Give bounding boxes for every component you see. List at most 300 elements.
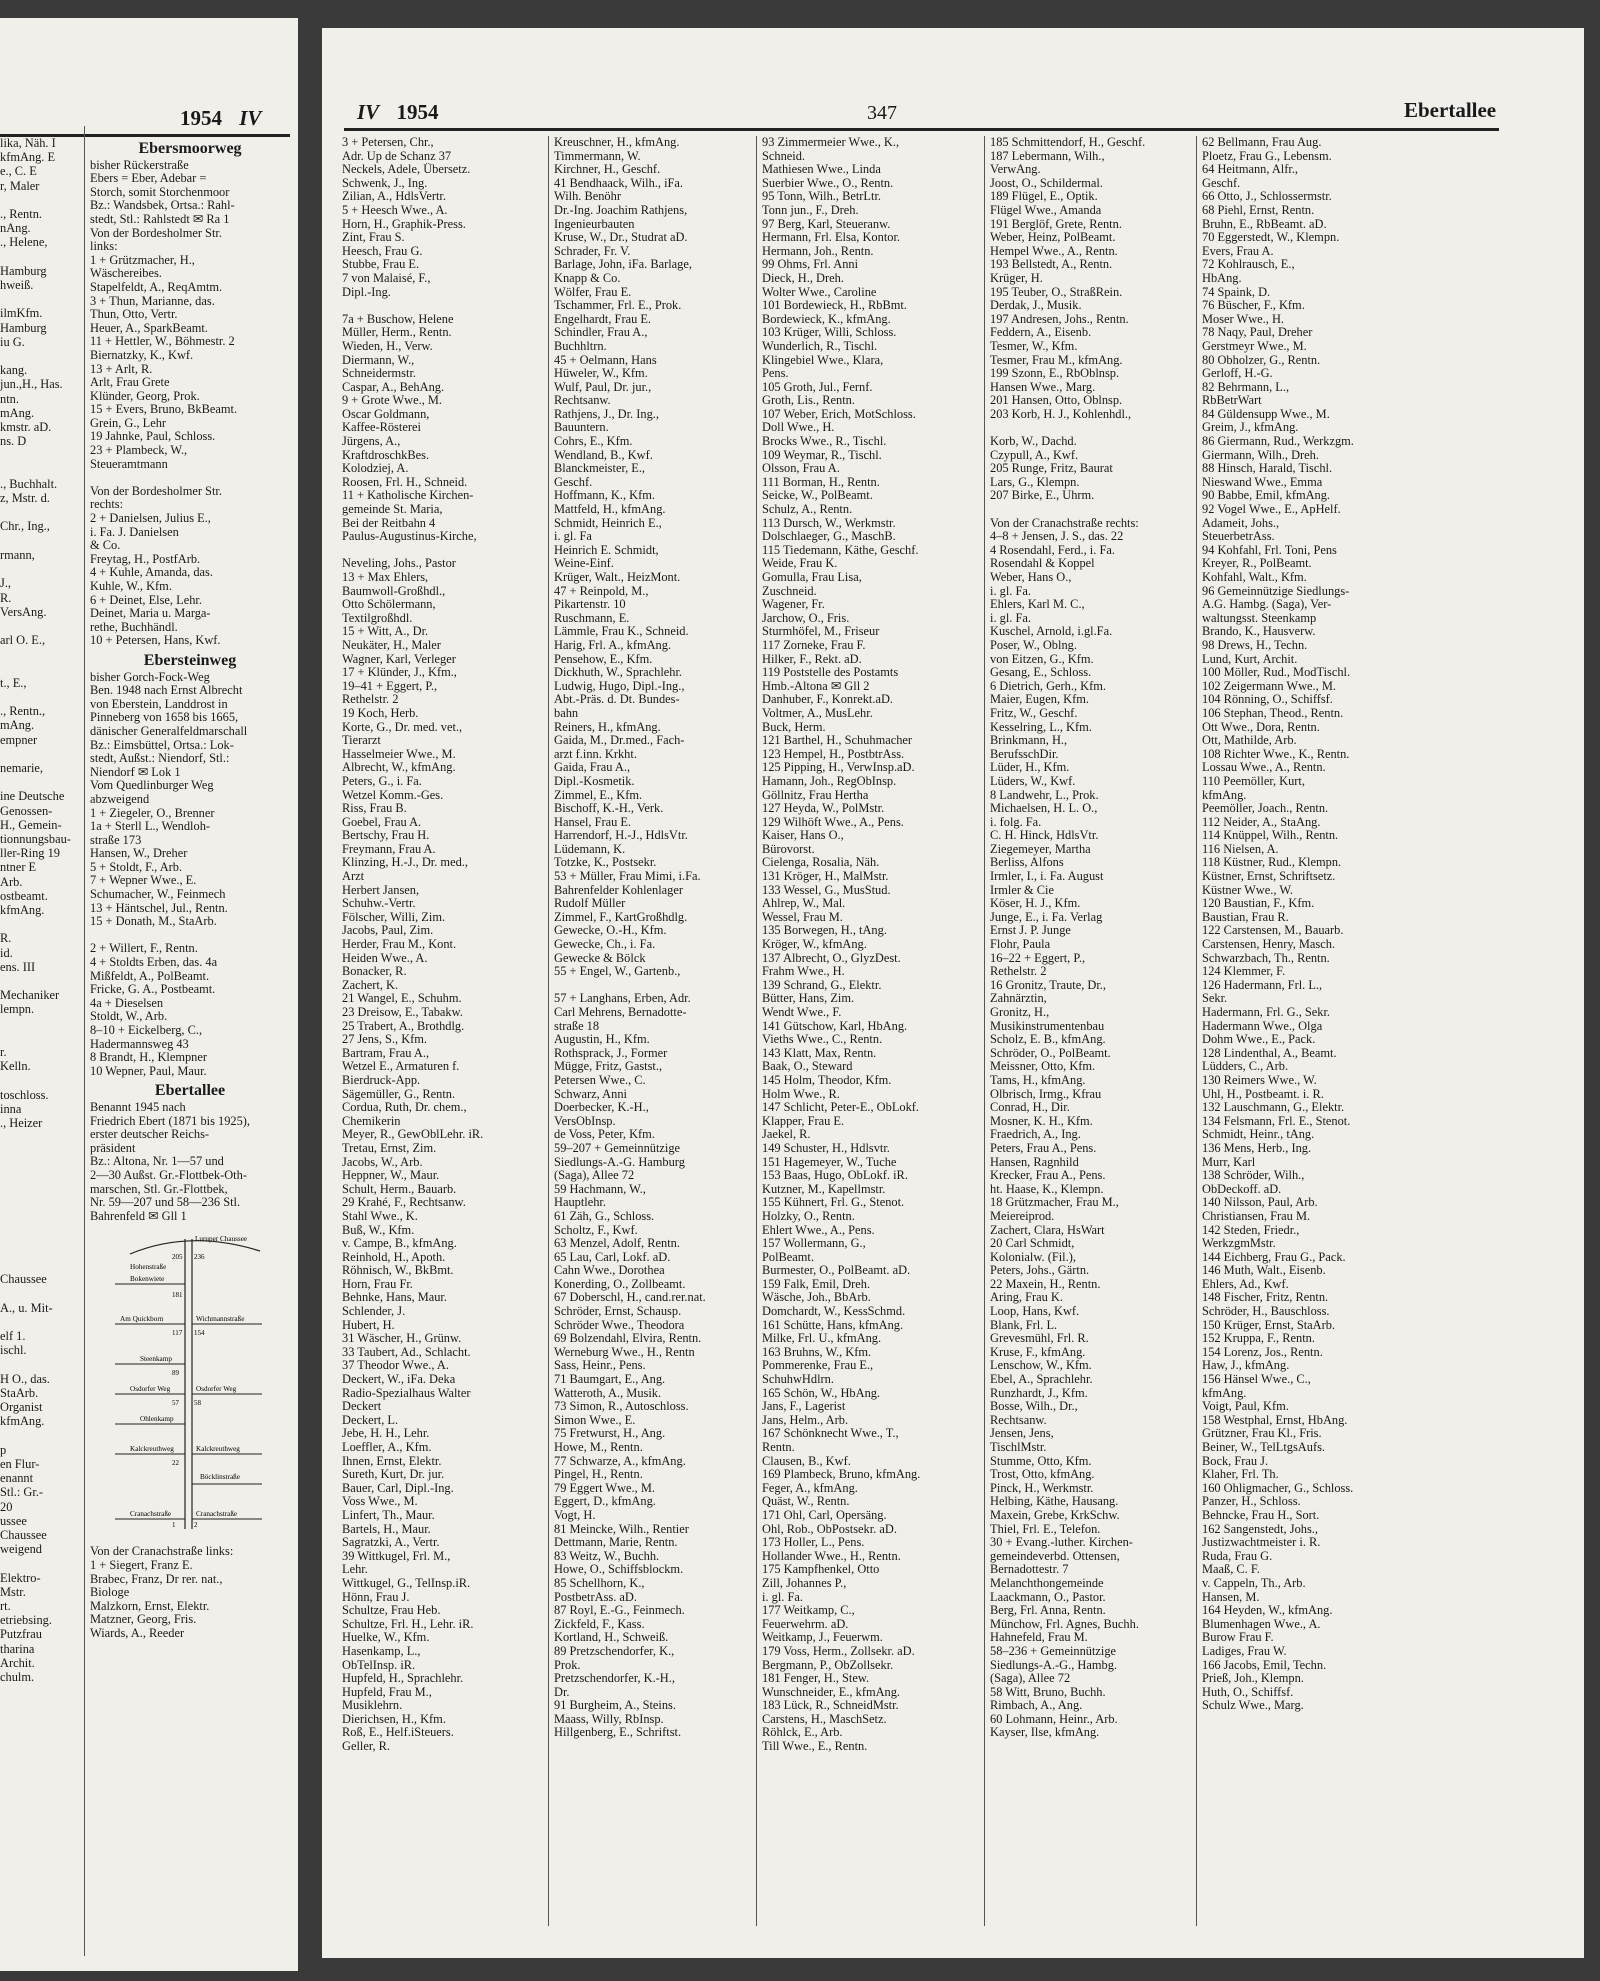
directory-entry: Roosen, Frl. H., Schneid. [342, 475, 468, 489]
directory-entry: 47 + Reinpold, M., [554, 584, 649, 598]
directory-entry: 147 Schlicht, Peter-E., ObLokf. [762, 1101, 920, 1115]
directory-entry: 31 Wäscher, H., Grünw. [342, 1332, 462, 1346]
directory-entry: 19–41 + Eggert, P., [342, 679, 438, 693]
directory-entry: Chaussee [0, 1272, 47, 1287]
directory-entry: Schröder, O., PolBeamt. [990, 1046, 1111, 1060]
directory-entry [0, 349, 80, 363]
directory-entry: Weitkamp, J., Feuerwm. [762, 1631, 883, 1645]
directory-entry: Stubbe, Frau E. [342, 258, 420, 272]
directory-entry: Klaher, Frl. Th. [1202, 1468, 1279, 1482]
directory-entry: 177 Weitkamp, C., [762, 1604, 855, 1618]
directory-entry: Jarchow, O., Fris. [762, 611, 850, 625]
directory-entry: ostbeamt. [0, 888, 48, 903]
directory-entry: 191 Berglöf, Grete, Rentn. [990, 217, 1122, 231]
street-heading: Ebersmoorweg [138, 140, 242, 157]
directory-entry: Wagner, Karl, Verleger [342, 652, 456, 666]
directory-entry: 64 Heitmann, Alfr., [1202, 163, 1299, 177]
directory-entry: Bartels, H., Maur. [342, 1522, 431, 1536]
directory-entry: Rethelstr. 2 [990, 965, 1047, 979]
directory-entry: Tretau, Ernst, Zim. [342, 1141, 437, 1155]
directory-entry: Hönn, Frau J. [342, 1590, 410, 1604]
directory-entry: Schuhw.-Vertr. [342, 897, 416, 911]
directory-entry: Hamann, Joh., RegObInsp. [762, 774, 897, 788]
directory-entry: kfmAng. [0, 1414, 45, 1429]
directory-entry: en Flur- [0, 1456, 40, 1471]
directory-entry: 86 Giermann, Rud., Werkzgm. [1202, 435, 1354, 449]
directory-entry: 4a + Dieselsen [90, 996, 164, 1010]
directory-entry: 16 Gronitz, Traute, Dr., [990, 978, 1106, 992]
directory-entry: Musikinstrumentenbau [990, 1019, 1105, 1033]
directory-entry: 125 Pipping, H., VerwInsp.aD. [762, 761, 915, 775]
directory-entry: Reiners, H., kfmAng. [554, 720, 661, 734]
directory-entry: Chr., Ing., [0, 519, 50, 534]
directory-entry: Friedrich Ebert (1871 bis 1925), [90, 1114, 251, 1128]
right-header-roman: IV [357, 100, 380, 124]
directory-entry: Wolter Wwe., Caroline [762, 285, 877, 299]
directory-entry: Textilgroßhdl. [342, 611, 413, 625]
directory-entry: Wagener, Fr. [762, 598, 825, 612]
left-header [180, 106, 261, 131]
directory-entry: 167 Schönknecht Wwe., T., [762, 1427, 899, 1441]
street-label: Wichmannstraße [196, 1315, 245, 1324]
directory-entry: ussee [0, 1513, 27, 1528]
directory-entry: Fritz, W., Geschf. [990, 706, 1078, 720]
directory-entry: Lämmle, Frau K., Schneid. [554, 625, 689, 639]
directory-entry: ller-Ring 19 [0, 846, 60, 861]
directory-entry: 87 Royl, E.-G., Feinmech. [554, 1604, 685, 1618]
directory-entry: 97 Berg, Karl, Steueranw. [762, 217, 891, 231]
directory-entry: 138 Schröder, Wilh., [1202, 1169, 1305, 1183]
directory-entry: Kortland, H., Schweiß. [554, 1631, 669, 1645]
directory-entry: etriebsing. [0, 1613, 52, 1628]
directory-entry: Nieswand Wwe., Emma [1202, 475, 1323, 489]
directory-entry [0, 250, 80, 264]
directory-entry: 146 Muth, Walt., Eisenb. [1202, 1264, 1326, 1278]
directory-entry: Pensehow, E., Kfm. [554, 652, 653, 666]
directory-entry: Schulz Wwe., Marg. [1202, 1699, 1304, 1713]
directory-entry: Sekr. [1202, 992, 1228, 1006]
directory-entry: 13 + Max Ehlers, [342, 571, 429, 584]
directory-entry: Bartram, Frau A., [342, 1046, 430, 1060]
directory-entry: Jaekel, R. [762, 1128, 811, 1142]
house-number: 1 [172, 1521, 176, 1530]
directory-entry: BerufsschDir. [990, 747, 1059, 761]
directory-entry: Küstner, Ernst, Schriftsetz. [1202, 870, 1336, 884]
directory-entry: rmann, [0, 547, 35, 562]
directory-entry: Storch, somit Storchenmoor [90, 185, 230, 199]
directory-entry: Clausen, B., Kwf. [762, 1454, 851, 1468]
directory-entry: Simon Wwe., E. [554, 1413, 636, 1427]
directory-entry: Wunschneider, E., kfmAng. [762, 1685, 901, 1699]
directory-entry: Hadermann, Frl. G., Sekr. [1202, 1006, 1331, 1019]
directory-entry: Poser, W., Oblng. [990, 638, 1077, 652]
directory-entry: 58–236 + Gemeinnützige [990, 1644, 1117, 1658]
directory-entry: Gronitz, H., [990, 1006, 1050, 1019]
directory-entry: weigend [0, 1542, 42, 1557]
directory-entry: 82 Behrmann, L., [1202, 380, 1290, 394]
directory-entry: 10 + Petersen, Hans, Kwf. [90, 634, 221, 648]
directory-entry: 153 Baas, Hugo, ObLokf. iR. [762, 1169, 908, 1183]
directory-entry: Ohl, Rob., ObPostsekr. aD. [762, 1522, 897, 1536]
directory-entry: 15 + Evers, Bruno, BkBeamt. [90, 403, 238, 417]
directory-entry: Gewecke & Bölck [554, 951, 646, 965]
directory-entry: 201 Hansen, Otto, Oblnsp. [990, 394, 1123, 408]
directory-entry: Till Wwe., E., Rentn. [762, 1740, 868, 1754]
directory-entry: Gomulla, Frau Lisa, [762, 571, 862, 584]
directory-entry: Tierarzt [342, 734, 381, 748]
directory-entry: Gaida, Frau A., [554, 761, 631, 775]
directory-entry: tionnungsbau- [0, 831, 71, 846]
directory-entry: Groth, Lis., Rentn. [762, 394, 855, 408]
directory-entry: Milke, Frl. U., kfmAng. [762, 1332, 882, 1346]
directory-entry: ., Helene, [0, 235, 48, 250]
directory-entry [0, 1556, 80, 1570]
column-divider [84, 126, 85, 1956]
directory-entry: 133 Wessel, G., MusStud. [762, 883, 891, 897]
directory-entry: Feddern, A., Eisenb. [990, 326, 1092, 340]
directory-entry: kfmAng. [1202, 1386, 1247, 1400]
directory-entry: Schwenk, J., Ing. [342, 176, 428, 190]
directory-entry: Watteroth, A., Musik. [554, 1386, 662, 1400]
directory-entry: Oscar Goldmann, [342, 407, 430, 421]
directory-entry: ., Buchhalt. [0, 476, 58, 491]
directory-entry: Putzfrau [0, 1627, 42, 1642]
directory-entry: VerwAng. [990, 163, 1041, 177]
directory-entry [990, 421, 1195, 435]
directory-entry: R. [0, 590, 12, 605]
directory-entry: Horn, H., Graphik-Press. [342, 217, 466, 231]
directory-entry: Gerstmeyr Wwe., M. [1202, 339, 1307, 353]
directory-entry: r. [0, 1045, 7, 1059]
directory-entry: 104 Rönning, O., Schiffsf. [1202, 693, 1333, 707]
directory-entry: Tams, H., kfmAng. [990, 1073, 1086, 1087]
directory-entry: Ehlers, Ad., Kwf. [1202, 1277, 1289, 1291]
street-label: Ohlenkamp [140, 1415, 174, 1424]
directory-entry: e., C. E [0, 164, 37, 179]
directory-entry: Melanchthongemeinde [990, 1576, 1104, 1590]
directory-entry: Doerbecker, K.-H., [554, 1101, 649, 1115]
directory-entry: 124 Klemmer, F. [1202, 965, 1286, 979]
directory-entry: Schrader, Fr. V. [554, 244, 631, 258]
directory-entry: Kuschel, Arnold, i.gl.Fa. [990, 625, 1113, 639]
directory-entry: Weber, Heinz, PolBeamt. [990, 231, 1116, 245]
directory-entry: Bernadottestr. 7 [990, 1563, 1069, 1577]
directory-entry: Maxein, Grebe, KrkSchw. [990, 1508, 1120, 1522]
directory-entry: 93 Zimmermeier Wwe., K., [762, 136, 900, 149]
directory-entry: Vom Quedlinburger Weg [90, 779, 214, 793]
directory-entry: Harig, Frl. A., kfmAng. [554, 638, 672, 652]
directory-entry: 122 Carstensen, M., Bauarb. [1202, 924, 1344, 938]
directory-entry [0, 1286, 80, 1300]
directory-entry: bahn [554, 706, 579, 720]
directory-entry: 169 Plambeck, Bruno, kfmAng. [762, 1468, 921, 1482]
directory-entry: 67 Doberschl, H., cand.rer.nat. [554, 1291, 706, 1305]
directory-entry: 131 Kröger, H., MalMstr. [762, 870, 889, 884]
directory-entry: bisher Gorch-Fock-Weg [90, 670, 210, 684]
directory-entry: 111 Borman, H., Rentn. [762, 475, 880, 489]
directory-entry: Murr, Karl [1202, 1155, 1256, 1169]
directory-entry: 65 Lau, Carl, Lokf. aD. [554, 1250, 671, 1264]
directory-entry: 95 Tonn, Wilh., BetrLtr. [762, 190, 881, 204]
directory-entry: Uhl, H., Postbeamt. i. R. [1202, 1087, 1324, 1101]
directory-entry: 129 Wilhöft Wwe., A., Pens. [762, 815, 904, 829]
directory-entry: Krecker, Frau A., Pens. [990, 1169, 1106, 1183]
directory-entry: ., Heizer [0, 1116, 43, 1131]
directory-entry: Dolschlaeger, G., MaschB. [762, 530, 896, 544]
directory-entry: Siedlungs-A.-G. Hamburg [554, 1155, 685, 1169]
directory-entry: Von der Bordesholmer Str. [90, 484, 222, 498]
directory-entry: Huth, O., Schiffsf. [1202, 1685, 1294, 1699]
directory-entry: 16–22 + Eggert, P., [990, 951, 1086, 965]
directory-entry: 5 + Stoldt, F., Arb. [90, 860, 183, 874]
directory-entry: Hupfeld, Frau M., [342, 1685, 432, 1699]
directory-entry: Burmester, O., PolBeamt. aD. [762, 1264, 911, 1278]
directory-entry: 109 Weymar, R., Tischl. [762, 448, 882, 462]
directory-entry: Bierdruck-App. [342, 1073, 421, 1087]
directory-entry: Bauuntern. [554, 421, 609, 435]
directory-entry: stedt, Stl.: Rahlstedt ✉ Ra 1 [90, 212, 230, 226]
directory-entry: Chemikerin [342, 1114, 401, 1128]
directory-entry: 37 Theodor Wwe., A. [342, 1359, 449, 1373]
directory-entry: Zint, Frau S. [342, 231, 405, 245]
directory-entry: A., u. Mit- [0, 1300, 53, 1315]
directory-entry: 166 Jacobs, Emil, Techn. [1202, 1658, 1327, 1672]
directory-entry: ht. Haase, K., Klempn. [990, 1182, 1104, 1196]
directory-entry: kfmAng. E [0, 150, 56, 165]
directory-entry: ischl. [0, 1343, 27, 1358]
directory-entry: Von der Cranachstraße rechts: [990, 516, 1139, 530]
directory-entry: Bz.: Altona, Nr. 1—57 und [90, 1155, 224, 1169]
directory-entry: Dipl.-Ing. [342, 285, 391, 299]
directory-entry: Küstner Wwe., W. [1202, 883, 1293, 897]
directory-entry: Sureth, Kurt, Dr. jur. [342, 1468, 445, 1482]
directory-entry: Schulz, A., Rentn. [762, 503, 853, 517]
directory-entry: t., E., [0, 675, 27, 690]
directory-entry: 4 Rosendahl, Ferd., i. Fa. [990, 543, 1115, 557]
directory-entry: KraftdroschkBes. [342, 448, 430, 462]
directory-entry: 148 Fischer, Fritz, Rentn. [1202, 1291, 1329, 1305]
directory-entry: 75 Fretwurst, H., Ang. [554, 1427, 666, 1441]
directory-entry [0, 1215, 80, 1229]
directory-entry: Mißfeldt, A., PolBeamt. [90, 969, 210, 983]
directory-entry: Benannt 1945 nach [90, 1100, 186, 1114]
directory-entry: Olsson, Frau A. [762, 462, 840, 476]
directory-entry: PolBeamt. [762, 1250, 814, 1264]
directory-entry: erster deutscher Reichs- [90, 1128, 210, 1142]
directory-entry: Timmermann, W. [554, 149, 641, 163]
directory-entry: Maass, Willy, RbInsp. [554, 1712, 664, 1726]
directory-entry: Stapelfeldt, A., ReqAmtm. [90, 280, 223, 294]
directory-entry: Carl Mehrens, Bernadotte- [554, 1006, 687, 1019]
directory-entry: Holzky, O., Rentn. [762, 1209, 855, 1223]
directory-entry: Scholtz, F., Kwf. [554, 1223, 638, 1237]
directory-entry: Frahm Wwe., H. [762, 965, 845, 979]
directory-entry: 139 Schrand, G., Elektr. [762, 978, 882, 992]
directory-entry: Zimmel, E., Kfm. [554, 788, 643, 802]
directory-entry: Ernst J. P. Junge [990, 924, 1071, 938]
directory-entry: H O., das. [0, 1371, 50, 1386]
directory-entry: 61 Zäh, G., Schloss. [554, 1209, 655, 1223]
directory-entry: Ehlert Wwe., A., Pens. [762, 1223, 875, 1237]
directory-entry: Korte, G., Dr. med. vet., [342, 720, 463, 734]
directory-entry: Klinzing, H.-J., Dr. med., [342, 856, 468, 870]
directory-entry: Howe, O., Schiffsblockm. [554, 1563, 684, 1577]
directory-entry: Gesang, E., Schloss. [990, 666, 1092, 680]
directory-entry: Sturmhöfel, M., Friseur [762, 625, 880, 639]
directory-entry: toschloss. [0, 1087, 49, 1102]
directory-entry: 130 Reimers Wwe., W. [1202, 1073, 1317, 1087]
directory-entry: 181 Fenger, H., Stew. [762, 1672, 870, 1686]
directory-entry: Wiards, A., Reeder [90, 1626, 185, 1640]
directory-entry: links: [90, 240, 118, 254]
directory-entry: Blanckmeister, E., [554, 462, 646, 476]
directory-entry: gemeindeverbd. Ottensen, [990, 1549, 1120, 1563]
directory-entry: 175 Kampfhenkel, Otto [762, 1563, 880, 1577]
directory-entry: Gewecke, Ch., i. Fa. [554, 938, 656, 952]
directory-entry: Hansen Wwe., Marg. [990, 380, 1096, 394]
directory-entry: 141 Gütschow, Karl, HbAng. [762, 1019, 908, 1033]
right-page [322, 28, 1584, 1958]
directory-entry: id. [0, 945, 13, 960]
directory-entry: Rethelstr. 2 [342, 693, 399, 707]
directory-entry: Haw, J., kfmAng. [1202, 1359, 1290, 1373]
directory-entry: 4 + Kuhle, Amanda, das. [90, 566, 213, 580]
directory-entry: Paulus-Augustinus-Kirche, [342, 530, 477, 544]
directory-entry: Rechtsanw. [554, 394, 611, 408]
directory-entry: Deckert, L. [342, 1413, 399, 1427]
directory-entry: Dierichsen, H., Kfm. [342, 1712, 446, 1726]
street-map-svg [90, 1229, 290, 1539]
directory-entry [90, 929, 290, 943]
directory-entry: Cahn Wwe., Dorothea [554, 1264, 665, 1278]
directory-entry: 72 Kohlrausch, E., [1202, 258, 1295, 272]
directory-entry: Konerding, O., Zollbeamt. [554, 1277, 686, 1291]
directory-entry: 1 + Grützmacher, H., [90, 253, 195, 267]
directory-entry: Herbert Jansen, [342, 883, 420, 897]
directory-entry: 80 Obholzer, G., Rentn. [1202, 353, 1321, 367]
directory-entry: 68 Piehl, Ernst, Rentn. [1202, 203, 1315, 217]
directory-entry: Bonacker, R. [342, 965, 407, 979]
directory-entry: 116 Nielsen, A. [1202, 842, 1279, 856]
directory-entry: Caspar, A., BehAng. [342, 380, 445, 394]
directory-entry: Tschammer, Frl. E., Prok. [554, 299, 682, 313]
directory-entry: Junge, E., i. Fa. Verlag [990, 910, 1103, 924]
directory-entry: Doll Wwe., H. [762, 421, 835, 435]
directory-entry: 45 + Oelmann, Hans [554, 353, 657, 367]
directory-entry: Bahrenfeld ✉ Gll 1 [90, 1209, 187, 1223]
directory-entry: Schult, Herm., Bauarb. [342, 1182, 457, 1196]
directory-entry: 7 von Malaisé, F., [342, 271, 431, 285]
directory-entry: Geschf. [554, 475, 593, 489]
directory-entry: Jans, F., Lagerist [762, 1400, 846, 1414]
directory-entry: Krüger, H. [990, 271, 1043, 285]
directory-entry [0, 1230, 80, 1244]
directory-entry: Holm Wwe., R. [762, 1087, 840, 1101]
directory-entry: Ott Wwe., Dora, Rentn. [1202, 720, 1320, 734]
directory-entry: 107 Weber, Erich, MotSchloss. [762, 407, 916, 421]
directory-entry [0, 1173, 80, 1187]
directory-entry: Kohfahl, Walt., Kfm. [1202, 571, 1307, 584]
directory-entry: RbBetrWart [1202, 394, 1262, 408]
directory-entry: (Saga), Allee 72 [554, 1169, 635, 1183]
directory-entry: 152 Kruppa, F., Rentn. [1202, 1332, 1315, 1346]
directory-entry: Evers, Frau A. [1202, 244, 1274, 258]
directory-entry: Grützner, Frau Kl., Fris. [1202, 1427, 1322, 1441]
directory-entry: 207 Birke, E., Uhrm. [990, 489, 1095, 503]
directory-entry: & Co. [90, 539, 121, 553]
directory-entry: Sass, Heinr., Pens. [554, 1359, 646, 1373]
directory-entry: de Voss, Peter, Kfm. [554, 1128, 655, 1142]
directory-entry: Zimmel, F., KartGroßhdlg. [554, 910, 688, 924]
directory-entry: Bei der Reitbahn 4 [342, 516, 436, 530]
directory-entry: H., Gemein- [0, 817, 62, 832]
directory-entry: arzt f.inn. Krkht. [554, 747, 637, 761]
directory-entry: Schwarz, Anni [554, 1087, 627, 1101]
directory-entry: Wessel, Frau M. [762, 910, 843, 924]
directory-entry: lika, Näh. I [0, 136, 56, 150]
left-main-column [90, 136, 290, 1640]
directory-entry: 17 + Klünder, J., Kfm., [342, 666, 457, 680]
directory-entry: Buß, W., Kfm. [342, 1223, 415, 1237]
directory-entry: Tonn jun., F., Dreh. [762, 203, 859, 217]
directory-entry [0, 1428, 80, 1442]
directory-entry: 8 Landwehr, L., Prok. [990, 788, 1099, 802]
directory-entry: Hasselmeier Wwe., M. [342, 747, 456, 761]
directory-entry: ine Deutsche [0, 789, 65, 804]
directory-entry: Neckels, Adele, Übersetz. [342, 163, 471, 177]
directory-entry: empner [0, 732, 38, 747]
directory-entry: Huelke, W., Kfm. [342, 1631, 430, 1645]
directory-entry: 189 Flügel, E., Optik. [990, 190, 1098, 204]
directory-entry [0, 747, 80, 761]
directory-entry: 110 Peemöller, Kurt, [1202, 774, 1305, 788]
directory-entry: 79 Eggert Wwe., M. [554, 1481, 655, 1495]
directory-entry: Schmidt, Heinr., tAng. [1202, 1128, 1315, 1142]
directory-entry: Brocks Wwe., R., Tischl. [762, 435, 887, 449]
directory-entry: mAng. [0, 405, 35, 420]
directory-entry: Fölscher, Willi, Zim. [342, 910, 446, 924]
directory-entry: Wieden, H., Verw. [342, 339, 433, 353]
directory-entry [0, 1159, 80, 1173]
directory-entry: Blank, Frl. L. [990, 1318, 1058, 1332]
directory-entry: Musiklehrn. [342, 1699, 403, 1713]
directory-entry: Schultze, Frau Heb. [342, 1604, 441, 1618]
directory-entry: Behncke, Frau H., Sort. [1202, 1508, 1320, 1522]
directory-entry: Grevesmühl, Frl. R. [990, 1332, 1089, 1346]
directory-entry: Schneidermstr. [342, 367, 416, 381]
directory-entry [0, 562, 80, 576]
directory-entry: Klapper, Frau E. [762, 1114, 845, 1128]
directory-entry: Korb, W., Dachd. [990, 435, 1077, 449]
directory-entry: Ingenieurbauten [554, 217, 635, 231]
directory-entry: Freytag, H., PostfArb. [90, 552, 201, 566]
directory-entry: Ehlers, Karl M. C., [990, 598, 1085, 612]
directory-entry: 121 Barthel, H., Schuhmacher [762, 734, 913, 748]
directory-entry: 20 [0, 1499, 13, 1514]
directory-entry: Heesch, Frau G. [342, 244, 423, 258]
directory-entry: Engelhardt, Frau E. [554, 312, 652, 326]
directory-entry: 23 + Plambeck, W., [90, 444, 188, 458]
directory-entry: Berliss, Alfons [990, 856, 1064, 870]
directory-entry: 33 Taubert, Ad., Schlacht. [342, 1345, 471, 1359]
directory-entry: 134 Felsmann, Frl. E., Stenot. [1202, 1114, 1351, 1128]
directory-entry: Carstens, H., MaschSetz. [762, 1712, 887, 1726]
directory-entry: 100 Möller, Rud., ModTischl. [1202, 666, 1351, 680]
street-map [90, 1229, 290, 1539]
directory-entry: 136 Mens, Herb., Ing. [1202, 1141, 1312, 1155]
directory-entry [0, 1244, 80, 1258]
directory-entry: Stl.: Gr.- [0, 1485, 44, 1500]
